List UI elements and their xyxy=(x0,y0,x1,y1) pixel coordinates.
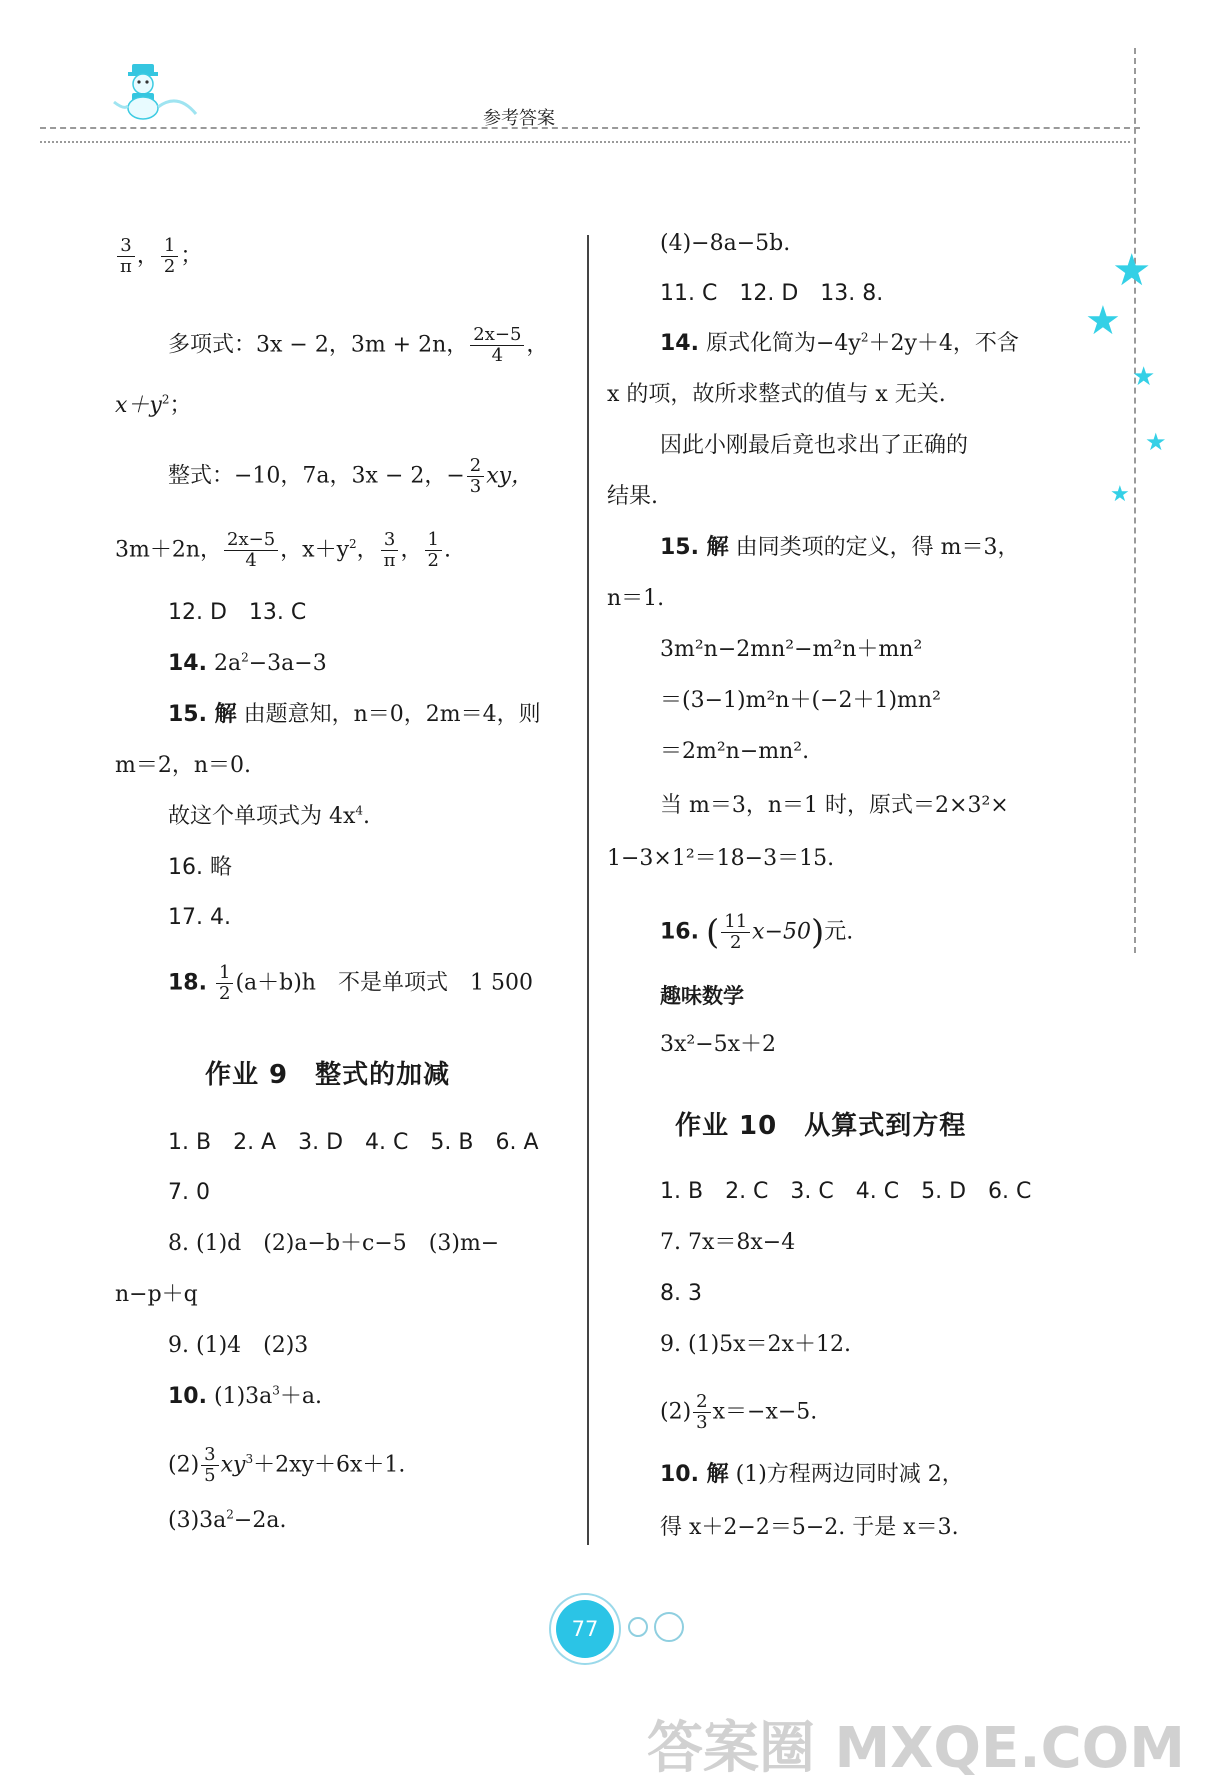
header-rule-2 xyxy=(40,141,1130,143)
star-icon: ★ xyxy=(1110,482,1130,507)
left-q15-line2: m＝2，n＝0. xyxy=(115,753,252,778)
right-q14-line2: x 的项，故所求整式的值与 x 无关. xyxy=(607,382,946,407)
right-q14-line1: 14. 原式化简为$-4y^2+2y+4$，不含 xyxy=(660,330,1019,356)
right-q15-line1: 15. 解 由同类项的定义，得 m＝3， xyxy=(660,535,1020,560)
left-q18: 18. $\frac{1}{2}$ (a＋b)h 不是单项式 1 500 xyxy=(168,962,533,1004)
left-line-fracs: $\frac{3}{\pi}$ ， $\frac{1}{2}$ ； xyxy=(115,236,202,277)
hw9-title: 作业 9 整式的加减 xyxy=(205,1060,451,1090)
right-q15-line5: ＝2m²n−mn². xyxy=(660,739,810,764)
left-q16: 16. 略 xyxy=(168,855,232,880)
star-icon: ★ xyxy=(1145,428,1167,456)
right-q15-line6: 当 m＝3，n＝1 时，原式＝2×3²× xyxy=(660,793,1009,818)
fun-math-title: 趣味数学 xyxy=(660,984,744,1008)
hw10-q8: 8. 3 xyxy=(660,1281,702,1306)
hw10-q1-6: 1. B 2. C 3. C 4. C 5. D 6. C xyxy=(660,1179,1032,1204)
page-number: 77 xyxy=(556,1600,614,1658)
hw9-q1-6: 1. B 2. A 3. D 4. C 5. B 6. A xyxy=(168,1130,539,1155)
left-q15-line3: 故这个单项式为 $4x^4$. xyxy=(168,803,371,829)
left-q17: 17. 4. xyxy=(168,905,231,930)
hw10-q10-line2: 得 x＋2−2＝5−2. 于是 x＝3. xyxy=(660,1515,959,1540)
right-q15-line3: 3m²n−2mn²−m²n＋mn² xyxy=(660,637,923,662)
right-q15-line2: n＝1. xyxy=(607,586,665,611)
ring-decoration xyxy=(628,1617,648,1637)
hw10-title: 作业 10 从算式到方程 xyxy=(675,1111,967,1141)
ring-decoration xyxy=(654,1612,684,1642)
star-icon: ★ xyxy=(1112,245,1152,296)
right-q16: 16. ( $\frac{11}{2}$ x−50)元. xyxy=(660,911,854,953)
left-polynomials-cont: $x+y^2$； xyxy=(115,392,192,418)
right-q15-line4: ＝(3−1)m²n＋(−2＋1)mn² xyxy=(660,688,941,713)
hw9-q8-line2: n−p＋q xyxy=(115,1282,198,1307)
watermark-logo: 答案圈 MXQE.COM xyxy=(647,1716,1185,1781)
right-q14-line4: 结果. xyxy=(607,484,658,509)
hw9-q10-1: 10. $(1)3a^3+a$. xyxy=(168,1383,323,1409)
hw9-q7: 7. 0 xyxy=(168,1180,210,1205)
snowman-decoration xyxy=(110,62,200,124)
star-icon: ★ xyxy=(1085,298,1121,344)
header-title: 参考答案 xyxy=(483,108,555,129)
hw10-q9-1: 9. (1)5x＝2x＋12. xyxy=(660,1332,851,1357)
left-integral-expr: 整式：−10，7a，3x − 2，− $\frac{2}{3}$ xy， xyxy=(168,455,534,497)
left-q12-13: 12. D 13. C xyxy=(168,600,307,625)
left-integral-expr-cont: 3m＋2n， $\frac{2x-5}{4}$ ，$x+y^2$， $\frac{3}{\pi}$ ， $\frac{1}{2}$ . xyxy=(115,529,451,571)
hw10-q9-2: (2) $\frac{2}{3}$ x＝−x−5. xyxy=(660,1391,818,1433)
right-q14-line3: 因此小刚最后竟也求出了正确的 xyxy=(660,433,969,458)
hw10-q7: 7. 7x＝8x−4 xyxy=(660,1230,796,1255)
header-rule-1 xyxy=(40,127,1140,129)
hw9-q10-3: $(3)3a^2-2a$. xyxy=(168,1507,287,1533)
hw9-q9: 9. (1)4 (2)3 xyxy=(168,1333,309,1358)
hw9-q8-line1: 8. (1)d (2)a−b＋c−5 (3)m− xyxy=(168,1231,500,1256)
right-q4: (4)−8a−5b. xyxy=(660,231,791,256)
left-q15: 15. 解 由题意知，n＝0，2m＝4，则 xyxy=(168,702,541,727)
column-divider xyxy=(587,235,589,1545)
hw9-q10-2: (2) $\frac{3}{5}$ $xy^3+2xy+6x+1$. xyxy=(168,1444,406,1486)
right-q11-13: 11. C 12. D 13. 8. xyxy=(660,281,884,306)
left-polynomials: 多项式：3x − 2，3m + 2n， $\frac{2x-5}{4}$ ， xyxy=(168,324,549,366)
right-q15-line7: 1−3×1²＝18−3＝15. xyxy=(607,846,835,871)
left-q14: 14. $2a^2-3a-3$ xyxy=(168,650,327,676)
margin-rule xyxy=(1134,48,1136,953)
fun-math-answer: 3x²−5x＋2 xyxy=(660,1032,777,1057)
hw10-q10-line1: 10. 解 (1)方程两边同时减 2， xyxy=(660,1462,964,1487)
star-icon: ★ xyxy=(1132,362,1156,392)
